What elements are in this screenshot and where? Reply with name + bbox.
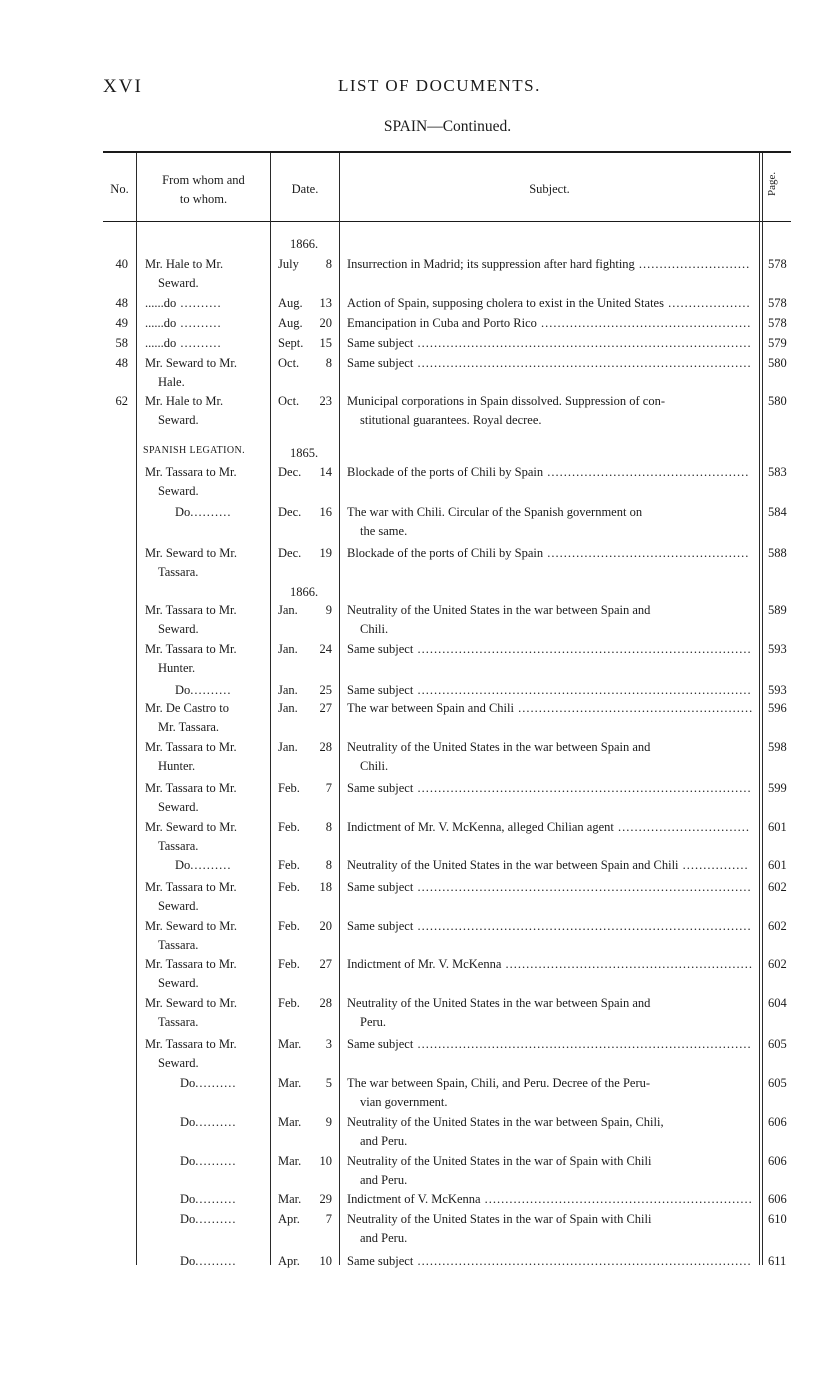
row-day: 27: [319, 957, 332, 971]
row-subject-text: Neutrality of the United States in the war between Spain and: [347, 740, 651, 754]
row-subject: [347, 1252, 755, 1271]
row-month: Dec.: [278, 546, 302, 560]
row-from: [145, 878, 269, 916]
row-subject-text: Same subject: [347, 356, 414, 370]
row-page: 606: [768, 1154, 787, 1168]
leader-dots: .................................................................................: [413, 683, 752, 697]
row-from-text: Do: [180, 1192, 196, 1206]
leader-dots: ..........: [195, 1192, 237, 1206]
row-from: [145, 779, 269, 817]
row-from: [145, 1152, 269, 1171]
row-subject: [347, 640, 755, 659]
row-number: 58: [115, 336, 128, 350]
row-page: 611: [768, 1254, 787, 1268]
row-from-text: Mr. De Castro to: [145, 701, 230, 715]
leader-dots: ............................................................: [501, 957, 754, 971]
row-from-text: Mr. Hale to Mr.: [145, 394, 224, 408]
row-subject: [347, 503, 755, 541]
leader-dots: ................................: [613, 820, 750, 834]
leader-dots: .................................................................................: [413, 1254, 752, 1268]
row-month: Apr.: [278, 1254, 300, 1268]
row-from: [145, 1035, 269, 1073]
row-subject: [347, 392, 755, 430]
header-from-line1: From whom and: [162, 173, 245, 187]
row-month: July: [278, 257, 299, 271]
row-page: 578: [768, 316, 787, 330]
row-day: 13: [319, 296, 332, 310]
row-subject: [347, 994, 755, 1032]
row-subject-text: Same subject: [347, 880, 414, 894]
row-from-continued: Hunter.: [158, 661, 196, 675]
row-number: 49: [115, 316, 128, 330]
header-no: No.: [110, 182, 129, 196]
row-from: [145, 334, 269, 353]
row-subject-continued: vian government.: [360, 1095, 448, 1109]
leader-dots: .................................................................: [480, 1192, 753, 1206]
row-from: [145, 994, 269, 1032]
row-from-text: Do: [180, 1212, 196, 1226]
header-date: Date.: [291, 182, 319, 196]
leader-dots: .................................................................................: [413, 642, 752, 656]
year-heading: 1865.: [290, 446, 319, 460]
row-from: [145, 1210, 269, 1229]
leader-dots: ....................: [663, 296, 751, 310]
row-from-text: Do: [175, 858, 191, 872]
row-page: 583: [768, 465, 787, 479]
row-subject: [347, 544, 755, 563]
row-day: 10: [319, 1254, 332, 1268]
row-month: Feb.: [278, 858, 300, 872]
row-subject: [347, 779, 755, 798]
row-from-text: Mr. Seward to Mr.: [145, 356, 238, 370]
group-label: SPANISH LEGATION.: [143, 445, 245, 456]
leader-dots: .................................................................................: [413, 781, 752, 795]
row-subject-text: Indictment of Mr. V. McKenna: [347, 957, 502, 971]
leader-dots: ...................................................: [536, 316, 752, 330]
row-from-text: Do: [180, 1115, 196, 1129]
row-subject-continued: and Peru.: [360, 1173, 408, 1187]
leader-dots: .................................................: [543, 465, 750, 479]
row-number: 62: [115, 394, 128, 408]
row-subject: [347, 856, 755, 875]
row-day: 14: [319, 465, 332, 479]
row-from-text: Mr. Tassara to Mr.: [145, 957, 237, 971]
row-from: [145, 1190, 269, 1209]
row-page: 580: [768, 356, 787, 370]
row-from-text: Do: [180, 1254, 196, 1268]
row-subject-continued: Chili.: [360, 759, 389, 773]
row-subject-text: The war with Chili. Circular of the Spanish government on: [347, 505, 643, 519]
row-from: [145, 1252, 269, 1271]
row-page: 601: [768, 858, 787, 872]
row-month: Jan.: [278, 701, 298, 715]
row-from: [145, 255, 269, 293]
row-from-continued: Seward.: [158, 800, 199, 814]
leader-dots: .................................................................................: [413, 919, 752, 933]
row-from-continued: Seward.: [158, 976, 199, 990]
row-month: Sept.: [278, 336, 304, 350]
row-from-text: Mr. Tassara to Mr.: [145, 603, 237, 617]
row-subject-text: Same subject: [347, 683, 414, 697]
row-day: 20: [319, 316, 332, 330]
row-day: 9: [325, 1115, 332, 1129]
row-from-text: Mr. Seward to Mr.: [145, 996, 238, 1010]
row-from: [145, 640, 269, 678]
row-page: 596: [768, 701, 787, 715]
row-day: 15: [319, 336, 332, 350]
row-subject-text: Neutrality of the United States in the war of Spain with Chili: [347, 1212, 652, 1226]
row-from-text: Mr. Seward to Mr.: [145, 919, 238, 933]
row-day: 27: [319, 701, 332, 715]
row-day: 24: [319, 642, 332, 656]
row-month: Feb.: [278, 919, 300, 933]
row-from: [145, 314, 269, 333]
row-day: 16: [319, 505, 332, 519]
leader-dots: .................................................: [543, 546, 750, 560]
row-subject: [347, 1152, 755, 1190]
leader-dots: .................................................................................: [413, 336, 752, 350]
row-from-continued: Seward.: [158, 622, 199, 636]
leader-dots: ..........: [195, 1115, 237, 1129]
leader-dots: ..........: [176, 336, 222, 350]
row-subject-text: The war between Spain, Chili, and Peru. Decree of the Peru-: [347, 1076, 651, 1090]
row-from-continued: Seward.: [158, 413, 199, 427]
row-page: 601: [768, 820, 787, 834]
row-from: [145, 818, 269, 856]
row-from: [145, 392, 269, 430]
row-subject-text: Same subject: [347, 642, 414, 656]
row-page: 598: [768, 740, 787, 754]
row-subject: [347, 314, 755, 333]
row-subject: [347, 1210, 755, 1248]
row-month: Oct.: [278, 394, 300, 408]
leader-dots: ................: [678, 858, 749, 872]
row-from-continued: Tassara.: [158, 1015, 199, 1029]
row-page: 602: [768, 880, 787, 894]
row-subject-text: Neutrality of the United States in the war between Spain and: [347, 996, 651, 1010]
row-subject: [347, 917, 755, 936]
row-subject-text: Same subject: [347, 919, 414, 933]
row-month: Jan.: [278, 683, 298, 697]
row-page: 605: [768, 1037, 787, 1051]
row-day: 8: [325, 820, 332, 834]
row-subject: [347, 955, 755, 974]
row-day: 25: [319, 683, 332, 697]
row-subject: [347, 463, 755, 482]
row-subject: [347, 354, 755, 373]
leader-dots: ..........: [195, 1154, 237, 1168]
row-month: Dec.: [278, 505, 302, 519]
row-from: [145, 503, 269, 522]
row-subject-text: Action of Spain, supposing cholera to exist in the United States: [347, 296, 664, 310]
leader-dots: ..........: [190, 858, 232, 872]
row-number: 48: [115, 356, 128, 370]
row-from: [145, 681, 269, 700]
row-from-text: Mr. Hale to Mr.: [145, 257, 224, 271]
row-subject-text: Same subject: [347, 781, 414, 795]
row-from: [145, 354, 269, 392]
row-subject-text: Neutrality of the United States in the war of Spain with Chili: [347, 1154, 652, 1168]
row-day: 7: [325, 781, 332, 795]
leader-dots: ..........: [195, 1212, 237, 1226]
row-subject-text: Same subject: [347, 1254, 414, 1268]
row-page: 578: [768, 257, 787, 271]
row-subject-text: Indictment of Mr. V. McKenna, alleged Chilian agent: [347, 820, 614, 834]
leader-dots: .................................................................................: [413, 1037, 752, 1051]
row-from-text: ......do: [145, 336, 177, 350]
row-number: 48: [115, 296, 128, 310]
row-month: Feb.: [278, 781, 300, 795]
row-from-continued: Tassara.: [158, 839, 199, 853]
row-from: [145, 699, 269, 737]
page-title: LIST OF DOCUMENTS.: [338, 76, 541, 95]
row-from-text: Do: [180, 1154, 196, 1168]
row-from-continued: Hunter.: [158, 759, 196, 773]
row-from-continued: Seward.: [158, 899, 199, 913]
row-page: 579: [768, 336, 787, 350]
row-from: [145, 1113, 269, 1132]
row-page: 588: [768, 546, 787, 560]
row-from-text: Mr. Seward to Mr.: [145, 820, 238, 834]
year-heading: 1866.: [290, 237, 319, 251]
leader-dots: .........................................................: [513, 701, 754, 715]
row-from-text: Mr. Tassara to Mr.: [145, 740, 237, 754]
row-subject-continued: stitutional guarantees. Royal decree.: [360, 413, 542, 427]
leader-dots: ..........: [195, 1076, 237, 1090]
leader-dots: ..........: [176, 296, 222, 310]
row-from: [145, 463, 269, 501]
section-title: SPAIN—Continued.: [383, 118, 512, 135]
leader-dots: ...........................: [634, 257, 751, 271]
row-subject-text: Neutrality of the United States in the war between Spain, Chili,: [347, 1115, 664, 1129]
leader-dots: .................................................................................: [413, 880, 752, 894]
row-day: 20: [319, 919, 332, 933]
row-day: 9: [325, 603, 332, 617]
row-from: [145, 1074, 269, 1093]
row-from-text: Mr. Tassara to Mr.: [145, 781, 237, 795]
row-from-continued: Tassara.: [158, 938, 199, 952]
leader-dots: .................................................................................: [413, 356, 752, 370]
row-number: 40: [115, 257, 128, 271]
row-day: 19: [319, 546, 332, 560]
row-from-text: ......do: [145, 316, 177, 330]
row-subject: [347, 601, 755, 639]
row-from: [145, 738, 269, 776]
row-subject-continued: Peru.: [360, 1015, 387, 1029]
row-day: 8: [325, 257, 332, 271]
row-from-text: Do: [175, 505, 191, 519]
leader-dots: ..........: [176, 316, 222, 330]
row-subject: [347, 818, 755, 837]
row-subject-continued: the same.: [360, 524, 408, 538]
row-day: 8: [325, 858, 332, 872]
row-month: Feb.: [278, 996, 300, 1010]
row-day: 18: [319, 880, 332, 894]
row-subject: [347, 1035, 755, 1054]
row-from: [145, 544, 269, 582]
row-month: Mar.: [278, 1154, 302, 1168]
row-month: Dec.: [278, 465, 302, 479]
row-from-text: Mr. Tassara to Mr.: [145, 880, 237, 894]
row-subject: [347, 1190, 755, 1209]
row-month: Feb.: [278, 880, 300, 894]
row-month: Feb.: [278, 820, 300, 834]
row-page: 589: [768, 603, 787, 617]
row-subject: [347, 738, 755, 776]
row-subject: [347, 878, 755, 897]
leader-dots: ..........: [190, 683, 232, 697]
header-subject: Subject.: [529, 182, 570, 196]
row-day: 8: [325, 356, 332, 370]
row-from-text: Mr. Tassara to Mr.: [145, 642, 237, 656]
page-number: XVI: [103, 76, 143, 97]
row-subject-continued: Chili.: [360, 622, 389, 636]
row-day: 3: [325, 1037, 332, 1051]
row-from-continued: Seward.: [158, 1056, 199, 1070]
row-from-text: Mr. Tassara to Mr.: [145, 1037, 237, 1051]
row-subject-continued: and Peru.: [360, 1134, 408, 1148]
row-day: 10: [319, 1154, 332, 1168]
row-month: Mar.: [278, 1076, 302, 1090]
row-from: [145, 955, 269, 993]
row-subject-text: Blockade of the ports of Chili by Spain: [347, 465, 544, 479]
row-from-continued: Seward.: [158, 484, 199, 498]
row-subject-text: Insurrection in Madrid; its suppression after hard fighting: [347, 257, 635, 271]
row-page: 606: [768, 1192, 787, 1206]
row-day: 28: [319, 740, 332, 754]
row-page: 606: [768, 1115, 787, 1129]
row-month: Mar.: [278, 1037, 302, 1051]
row-page: 602: [768, 957, 787, 971]
row-month: Aug.: [278, 296, 303, 310]
row-from-continued: Mr. Tassara.: [158, 720, 220, 734]
row-from-text: Do: [180, 1076, 196, 1090]
row-subject-text: Municipal corporations in Spain dissolved. Suppression of con-: [347, 394, 666, 408]
row-month: Apr.: [278, 1212, 300, 1226]
row-from-text: ......do: [145, 296, 177, 310]
row-month: Jan.: [278, 603, 298, 617]
row-subject-text: Neutrality of the United States in the war between Spain and Chili: [347, 858, 679, 872]
row-month: Aug.: [278, 316, 303, 330]
row-month: Jan.: [278, 642, 298, 656]
row-from: [145, 856, 269, 875]
row-subject-text: Indictment of V. McKenna: [347, 1192, 481, 1206]
row-month: Feb.: [278, 957, 300, 971]
row-subject: [347, 294, 755, 313]
row-page: 605: [768, 1076, 787, 1090]
row-month: Jan.: [278, 740, 298, 754]
row-month: Mar.: [278, 1115, 302, 1129]
row-page: 578: [768, 296, 787, 310]
row-from-continued: Tassara.: [158, 565, 199, 579]
row-subject: [347, 1074, 755, 1112]
row-from: [145, 917, 269, 955]
row-subject: [347, 699, 755, 718]
leader-dots: ..........: [195, 1254, 237, 1268]
row-subject-text: Neutrality of the United States in the war between Spain and: [347, 603, 651, 617]
row-day: 7: [325, 1212, 332, 1226]
row-page: 593: [768, 683, 787, 697]
row-subject-continued: and Peru.: [360, 1231, 408, 1245]
row-from: [145, 294, 269, 313]
leader-dots: ..........: [190, 505, 232, 519]
header-page: Page.: [766, 171, 778, 196]
row-subject-text: Same subject: [347, 1037, 414, 1051]
row-page: 599: [768, 781, 787, 795]
row-subject: [347, 255, 755, 274]
row-page: 580: [768, 394, 787, 408]
row-subject: [347, 681, 755, 700]
row-from-continued: Seward.: [158, 276, 199, 290]
row-subject-text: Same subject: [347, 336, 414, 350]
row-page: 610: [768, 1212, 787, 1226]
row-subject-text: The war between Spain and Chili: [347, 701, 514, 715]
row-month: Mar.: [278, 1192, 302, 1206]
row-day: 28: [319, 996, 332, 1010]
row-day: 23: [319, 394, 332, 408]
row-from-text: Mr. Seward to Mr.: [145, 546, 238, 560]
row-from-text: Do: [175, 683, 191, 697]
header-from-line2: to whom.: [179, 192, 228, 206]
row-from-text: Mr. Tassara to Mr.: [145, 465, 237, 479]
row-subject-text: Blockade of the ports of Chili by Spain: [347, 546, 544, 560]
row-month: Oct.: [278, 356, 300, 370]
year-heading: 1866.: [290, 585, 319, 599]
row-page: 593: [768, 642, 787, 656]
row-page: 584: [768, 505, 787, 519]
row-subject: [347, 1113, 755, 1151]
row-subject-text: Emancipation in Cuba and Porto Rico: [347, 316, 537, 330]
row-page: 604: [768, 996, 787, 1010]
row-day: 5: [325, 1076, 332, 1090]
row-subject: [347, 334, 755, 353]
row-page: 602: [768, 919, 787, 933]
row-from: [145, 601, 269, 639]
row-from-continued: Hale.: [158, 375, 185, 389]
row-day: 29: [319, 1192, 332, 1206]
